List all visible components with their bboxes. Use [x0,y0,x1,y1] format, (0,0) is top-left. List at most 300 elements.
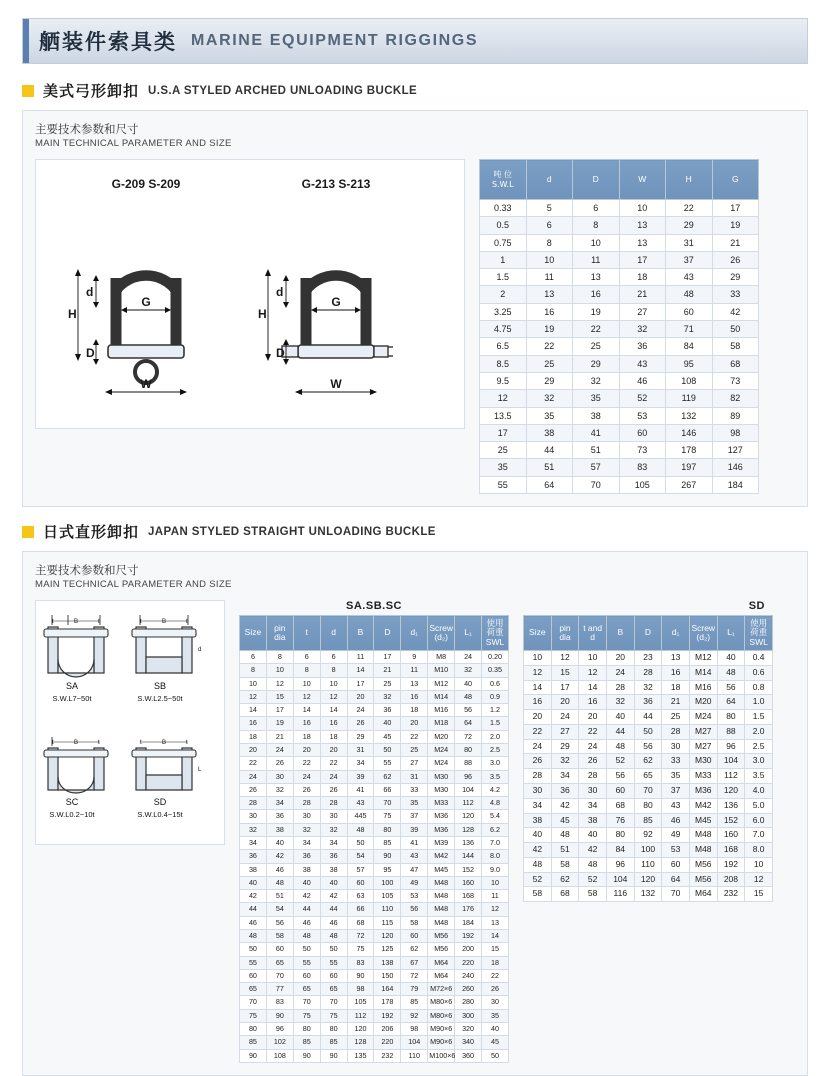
table-cell: 51 [551,843,579,858]
table-cell: 22 [320,757,347,770]
table-row [524,754,773,769]
svg-text:t: t [186,619,188,626]
table-header-row [240,616,509,651]
table-cell: 120 [455,810,482,823]
table-cell: 42 [320,890,347,903]
table-cell: 8 [293,664,320,677]
table-cell: 95 [666,355,713,372]
table-cell: 33 [712,286,759,303]
table-cell: 14 [293,704,320,717]
table-cell: 55 [320,956,347,969]
svg-text:t: t [186,740,188,747]
table-cell: 160 [455,876,482,889]
col-screw: Screw (d₂) [428,616,455,651]
section1-figure [35,159,465,429]
table-cell: 50 [634,724,662,739]
table-cell: 20 [579,710,607,725]
table-cell: 90 [374,850,401,863]
table-cell: 41 [347,783,374,796]
table-row [524,857,773,872]
table-cell: 12 [745,872,773,887]
table-cell: 48 [320,929,347,942]
table-cell: 85 [320,1036,347,1049]
table-cell: 28 [606,680,634,695]
table-cell: M56 [689,872,717,887]
table-cell: 19 [712,217,759,234]
table-cell: 70 [240,996,267,1009]
table-cell: 80 [634,798,662,813]
table-row [480,338,759,355]
table-cell: 340 [455,1036,482,1049]
table-cell: 62 [401,943,428,956]
table-cell: 178 [666,442,713,459]
table-cell: 44 [293,903,320,916]
table-cell: 28 [524,769,552,784]
table-cell: 10 [745,857,773,872]
table-cell: 38 [526,424,573,441]
table-cell: 46 [320,916,347,929]
table-cell: 280 [455,996,482,1009]
table-row [524,710,773,725]
table-cell: 80 [374,823,401,836]
table-cell: 32 [320,823,347,836]
table-cell: 65 [293,983,320,996]
table-cell: 96 [606,857,634,872]
table-cell: 13 [619,234,666,251]
table-cell: 42 [240,890,267,903]
table-cell: 9 [401,651,428,664]
svg-text:B: B [74,619,79,626]
table-cell: 12 [480,390,527,407]
svg-text:t: t [140,740,142,747]
table-cell: 110 [374,903,401,916]
table-cell: 55 [480,476,527,493]
table-cell: 10 [526,251,573,268]
table-cell: 57 [347,863,374,876]
table-cell: 300 [455,1009,482,1022]
table-cell: 8 [526,234,573,251]
table-cell: 37 [666,251,713,268]
svg-text:d: d [276,285,284,299]
table-cell: 56 [606,769,634,784]
table-row [524,680,773,695]
table-cell: 40 [293,876,320,889]
svg-text:G: G [141,295,151,309]
table-cell: 40 [482,1022,509,1035]
table-cell: M45 [689,813,717,828]
sabc-table-caption: SA.SB.SC [346,600,402,613]
table-cell: 6 [573,200,620,217]
table-cell: 138 [374,956,401,969]
fig2-item-sd: SD [153,797,167,808]
table-cell: 28 [320,797,347,810]
table-cell: 32 [606,695,634,710]
table-cell: 88 [717,724,745,739]
table-cell: 260 [455,983,482,996]
table-cell: 22 [240,757,267,770]
table-cell: 27 [401,757,428,770]
table-cell: 85 [634,813,662,828]
table-cell: 22 [579,724,607,739]
table-header-row [480,160,759,200]
table-cell: 7.0 [482,837,509,850]
table-cell: 58 [579,887,607,902]
table-cell: 32 [573,372,620,389]
table-cell: 48 [240,929,267,942]
table-cell: 60 [320,969,347,982]
table-cell: 65 [320,983,347,996]
table-cell: 68 [347,916,374,929]
col-size: Size [240,616,267,651]
table-cell: 44 [634,710,662,725]
table-cell: 28 [579,769,607,784]
table-cell: 48 [347,823,374,836]
table-cell: 27 [551,724,579,739]
table-cell: 232 [717,887,745,902]
table-cell: 3.0 [482,757,509,770]
table-cell: 1.0 [745,695,773,710]
table-cell: 50 [347,837,374,850]
table-cell: M80×6 [428,996,455,1009]
table-cell: 30 [293,810,320,823]
table-cell: 44 [240,903,267,916]
table-cell: 55 [293,956,320,969]
table-cell: 34 [240,837,267,850]
table-cell: M30 [428,783,455,796]
table-row [524,739,773,754]
table-cell: 26 [482,983,509,996]
table-cell: M8 [428,651,455,664]
table-cell: 33 [662,754,690,769]
table-cell: 127 [712,442,759,459]
table-cell: 136 [455,837,482,850]
table-cell: 5.4 [482,810,509,823]
table-cell: 40 [266,837,293,850]
table-cell: 104 [401,1036,428,1049]
section1-panel [22,110,808,507]
table-cell: 75 [374,810,401,823]
table-cell: 28 [634,665,662,680]
table-cell: 48 [266,876,293,889]
table-cell: 90 [320,1049,347,1062]
table-cell: M20 [428,730,455,743]
table-cell: 57 [573,459,620,476]
col-d: d [320,616,347,651]
table-cell: 34 [347,757,374,770]
table-cell: 32 [240,823,267,836]
table-cell: 34 [266,797,293,810]
col-d: d [526,160,573,200]
table-row [240,810,509,823]
table-cell: 68 [551,887,579,902]
table-cell: 120 [347,1022,374,1035]
table-cell: 10 [524,651,552,666]
table-cell: 30 [320,810,347,823]
table-cell: M33 [689,769,717,784]
table-row [480,217,759,234]
table-row [240,704,509,717]
table-cell: 29 [573,355,620,372]
table-cell: 28 [293,797,320,810]
table-cell: 36 [551,783,579,798]
section1-subtitle-cn: 主要技术参数和尺寸 [35,122,139,136]
table-row [240,1036,509,1049]
table-cell: 43 [401,850,428,863]
col-W: W [619,160,666,200]
table-cell: 66 [374,783,401,796]
table-cell: 51 [573,442,620,459]
table-cell: 70 [293,996,320,1009]
col-L1: L₁ [717,616,745,651]
table-cell: 160 [717,828,745,843]
table-cell: 16 [293,717,320,730]
table-cell: 40 [717,651,745,666]
table-cell: 41 [401,837,428,850]
table-cell: 26 [320,783,347,796]
table-cell: 40 [455,677,482,690]
table-cell: 15 [266,690,293,703]
table-cell: 10 [573,234,620,251]
table-cell: 12 [320,690,347,703]
svg-text:H: H [258,307,267,321]
table-cell: 70 [634,783,662,798]
table-cell: 90 [266,1009,293,1022]
banner-title-cn: 舾装件索具类 [39,30,177,54]
table-cell: 17 [374,651,401,664]
table-cell: 20 [606,651,634,666]
table-cell: 146 [712,459,759,476]
svg-text:d: d [86,285,94,299]
table-cell: 0.5 [480,217,527,234]
table-cell: 105 [619,476,666,493]
table-cell: 14 [524,680,552,695]
table-cell: 8 [266,651,293,664]
svg-text:D: D [86,346,95,360]
table-cell: 18 [662,680,690,695]
table-cell: 24 [240,770,267,783]
table-row [480,442,759,459]
svg-text:L: L [198,767,202,774]
table-cell: 65 [266,956,293,969]
table-cell: 16 [320,717,347,730]
table-cell: 0.4 [745,651,773,666]
table-cell: 10 [482,876,509,889]
table-cell: 10 [266,664,293,677]
table-cell: 267 [666,476,713,493]
table-row [240,797,509,810]
table-cell: 41 [573,424,620,441]
table-row [480,269,759,286]
table-cell: 50 [320,943,347,956]
table-cell: M72×6 [428,983,455,996]
table-row [240,823,509,836]
table-cell: 40 [374,717,401,730]
table-cell: 3.0 [745,754,773,769]
table-cell: 0.35 [482,664,509,677]
table-cell: M48 [428,903,455,916]
table-cell: 50 [482,1049,509,1062]
table-cell: 98 [347,983,374,996]
table-cell: 30 [579,783,607,798]
table-cell: 168 [717,843,745,858]
table-cell: M27 [689,739,717,754]
table-cell: 89 [712,407,759,424]
table-cell: 24 [347,704,374,717]
page-banner [22,18,808,64]
table-row [240,770,509,783]
table-cell: M90×6 [428,1022,455,1035]
table-cell: 48 [293,929,320,942]
table-cell: 60 [666,303,713,320]
table-cell: 1.5 [480,269,527,286]
table-cell: 48 [666,286,713,303]
table-cell: 24 [455,651,482,664]
table-cell: 48 [455,690,482,703]
sd-table-wrap [523,600,773,902]
col-swl [480,160,527,200]
table-cell: 38 [524,813,552,828]
table-cell: 15 [482,943,509,956]
col-d1: d₁ [662,616,690,651]
table-cell: 35 [401,797,428,810]
table-cell: 17 [619,251,666,268]
table-cell: M48 [428,876,455,889]
table-cell: 36 [240,850,267,863]
table-cell: M10 [428,664,455,677]
table-cell: 38 [573,407,620,424]
table-cell: 12 [551,651,579,666]
table-cell: 108 [666,372,713,389]
table-cell: 83 [619,459,666,476]
col-t-and-d: t and d [579,616,607,651]
table-cell: 4.0 [745,783,773,798]
table-cell: 22 [293,757,320,770]
col-swl: 使用荷重 SWL [482,616,509,651]
table-cell: 192 [717,857,745,872]
section1-subtitle-en: MAIN TECHNICAL PARAMETER AND SIZE [35,138,232,149]
table-cell: 83 [266,996,293,1009]
svg-text:d: d [198,647,202,654]
table-cell: 12 [579,665,607,680]
table-row [524,783,773,798]
table-cell: 64 [662,872,690,887]
table-cell: 360 [455,1049,482,1062]
table-cell: 36 [266,810,293,823]
table-cell: 5.0 [745,798,773,813]
table-cell: 132 [634,887,662,902]
table-cell: 62 [374,770,401,783]
section2-subtitle-cn: 主要技术参数和尺寸 [35,563,139,578]
table-cell: 8.0 [745,843,773,858]
section2-panel [22,551,808,1076]
table-cell: 100 [634,843,662,858]
table-cell: 40 [524,828,552,843]
table-cell: 18 [401,704,428,717]
table-cell: 49 [662,828,690,843]
table-cell: 48 [551,828,579,843]
table-cell: M64 [689,887,717,902]
table-cell: 7.0 [745,828,773,843]
table-cell: 14 [320,704,347,717]
table-cell: 52 [579,872,607,887]
table-cell: 30 [266,770,293,783]
table-cell: 20 [347,690,374,703]
table-cell: 110 [401,1049,428,1062]
table-cell: 36 [320,850,347,863]
table-cell: 11 [347,651,374,664]
table-cell: M100×6 [428,1049,455,1062]
table-cell: 240 [455,969,482,982]
table-cell: 88 [455,757,482,770]
table-cell: 2 [480,286,527,303]
table-cell: 37 [662,783,690,798]
table-cell: 31 [347,744,374,757]
table-row [480,200,759,217]
table-cell: 24 [606,665,634,680]
table-cell: 10 [240,677,267,690]
section1-title-cn: 美式弓形卸扣 [43,82,140,100]
table-row [480,372,759,389]
table-cell: 0.33 [480,200,527,217]
table-cell: 108 [266,1049,293,1062]
table-cell: 6 [293,651,320,664]
table-cell: 16 [573,286,620,303]
table-cell: 32 [266,783,293,796]
table-cell: 128 [347,1036,374,1049]
table-row [480,321,759,338]
table-cell: 40 [579,828,607,843]
table-cell: M33 [428,797,455,810]
table-cell: 18 [619,269,666,286]
table-cell: 43 [619,355,666,372]
table-cell: 178 [374,996,401,1009]
table-row [524,769,773,784]
table-cell: 92 [634,828,662,843]
sd-table-caption: SD [748,600,765,613]
table-cell: 25 [662,710,690,725]
table-cell: 2.0 [482,730,509,743]
table-cell: 1.5 [482,717,509,730]
fig2-spec-sc: S.W.L0.2~10t [49,810,95,820]
table-cell: 56 [634,739,662,754]
table-cell: 75 [347,943,374,956]
table-cell: 46 [240,916,267,929]
table-cell: 48 [717,665,745,680]
col-D: D [573,160,620,200]
table-cell: 2.5 [482,744,509,757]
table-cell: 50 [240,943,267,956]
table-row [240,876,509,889]
table-cell: 24 [524,739,552,754]
table-cell: 70 [266,969,293,982]
table-cell: 0.9 [482,690,509,703]
table-cell: 70 [573,476,620,493]
table-cell: M20 [689,695,717,710]
table-cell: 20 [293,744,320,757]
table-row [240,983,509,996]
table-cell: 80 [455,744,482,757]
table-cell: 51 [526,459,573,476]
table-cell: 32 [374,690,401,703]
table-cell: 104 [455,783,482,796]
table-cell: 8 [573,217,620,234]
table-header-row [524,616,773,651]
table-cell: 46 [662,813,690,828]
table-cell: 3.5 [482,770,509,783]
table-row [240,677,509,690]
table-cell: 445 [347,810,374,823]
table-cell: 3.25 [480,303,527,320]
